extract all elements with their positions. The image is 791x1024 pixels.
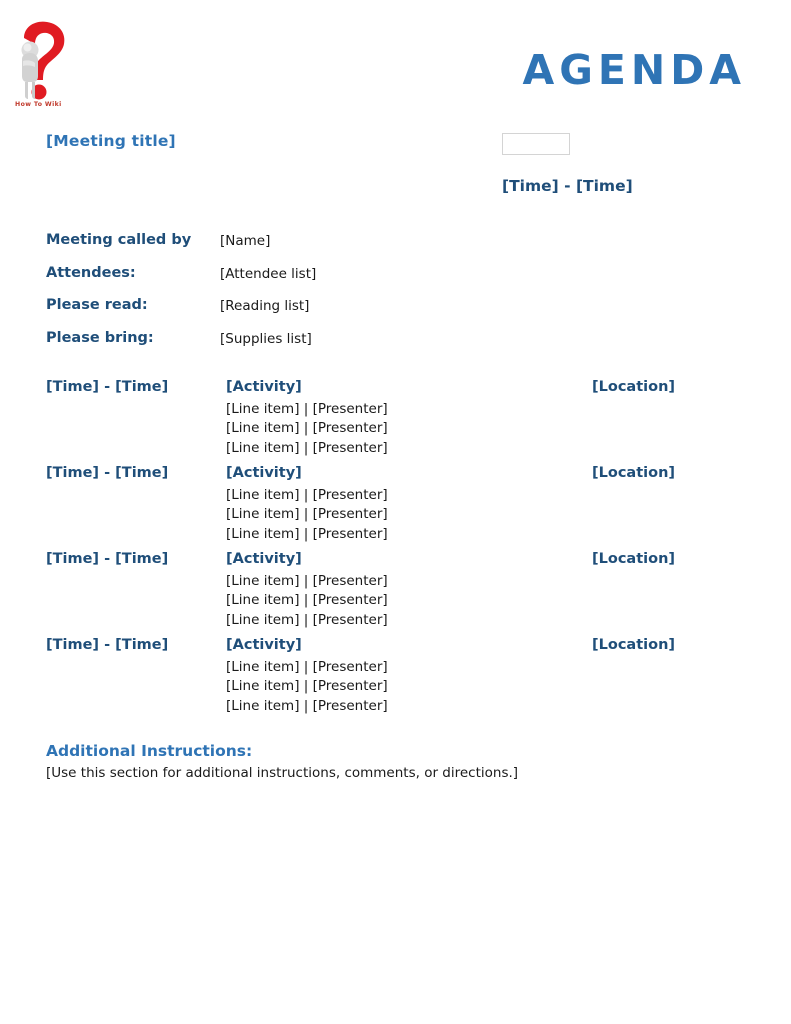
agenda-item <box>46 465 746 551</box>
info-row-please-read <box>46 297 746 330</box>
agenda-item-activity[interactable]: [Activity] <box>226 551 302 567</box>
date-input-box[interactable] <box>502 133 570 155</box>
agenda-items-list <box>46 379 746 723</box>
agenda-line-item[interactable]: [Line item] | [Presenter] <box>226 659 388 675</box>
info-value[interactable]: [Name] <box>220 233 271 249</box>
agenda-line-item[interactable]: [Line item] | [Presenter] <box>226 697 388 714</box>
agenda-line-item[interactable]: [Line item] | [Presenter] <box>226 506 388 523</box>
agenda-item-header <box>46 379 746 400</box>
agenda-item <box>46 379 746 465</box>
agenda-item-header <box>46 637 746 658</box>
additional-instructions-text[interactable]: [Use this section for additional instructions, comments, or directions.] <box>46 765 519 781</box>
agenda-line-item[interactable]: [Line item] | [Presenter] <box>226 439 388 456</box>
agenda-item-lines <box>226 400 388 458</box>
agenda-item-lines <box>226 658 388 716</box>
agenda-line-item[interactable]: [Line item] | [Presenter] <box>226 611 388 628</box>
agenda-line-item[interactable]: [Line item] | [Presenter] <box>226 525 388 542</box>
info-row-attendees <box>46 265 746 298</box>
agenda-item-header <box>46 551 746 572</box>
agenda-line-item[interactable]: [Line item] | [Presenter] <box>226 420 388 437</box>
agenda-item-activity[interactable]: [Activity] <box>226 637 302 653</box>
agenda-item-lines <box>226 486 388 544</box>
logo-caption: How To Wiki <box>15 101 62 108</box>
agenda-line-item[interactable]: [Line item] | [Presenter] <box>226 401 388 417</box>
agenda-item-activity[interactable]: [Activity] <box>226 465 302 481</box>
info-label: Please read: <box>46 297 148 313</box>
meeting-info-block <box>46 232 746 362</box>
info-label: Meeting called by <box>46 232 192 248</box>
agenda-item-location[interactable]: [Location] <box>592 465 676 481</box>
agenda-item <box>46 637 746 723</box>
additional-instructions-section <box>46 741 746 784</box>
info-label: Attendees: <box>46 264 136 281</box>
agenda-item-location[interactable]: [Location] <box>592 379 676 395</box>
agenda-item-time[interactable]: [Time] - [Time] <box>46 465 169 481</box>
info-row-please-bring <box>46 330 746 363</box>
agenda-item-activity[interactable]: [Activity] <box>226 379 302 395</box>
info-value[interactable]: [Attendee list] <box>220 265 317 282</box>
agenda-item-time[interactable]: [Time] - [Time] <box>46 551 169 567</box>
agenda-line-item[interactable]: [Line item] | [Presenter] <box>226 573 388 589</box>
agenda-item-header <box>46 465 746 486</box>
agenda-item-location[interactable]: [Location] <box>592 637 676 653</box>
agenda-line-item[interactable]: [Line item] | [Presenter] <box>226 678 388 695</box>
info-label: Please bring: <box>46 329 154 346</box>
agenda-item-lines <box>226 572 388 630</box>
agenda-line-item[interactable]: [Line item] | [Presenter] <box>226 487 388 503</box>
meeting-title-field[interactable]: [Meeting title] <box>46 132 176 150</box>
agenda-line-item[interactable]: [Line item] | [Presenter] <box>226 592 388 609</box>
page-title: AGENDA <box>522 46 746 94</box>
agenda-item-location[interactable]: [Location] <box>592 551 676 567</box>
agenda-item-time[interactable]: [Time] - [Time] <box>46 637 169 653</box>
info-value[interactable]: [Reading list] <box>220 298 310 314</box>
meeting-time-range[interactable]: [Time] - [Time] <box>502 177 633 195</box>
agenda-item <box>46 551 746 637</box>
info-value[interactable]: [Supplies list] <box>220 330 312 347</box>
info-row-meeting-called-by <box>46 232 746 265</box>
agenda-item-time[interactable]: [Time] - [Time] <box>46 379 169 395</box>
document-header <box>0 0 791 120</box>
additional-instructions-title: Additional Instructions: <box>46 742 253 760</box>
